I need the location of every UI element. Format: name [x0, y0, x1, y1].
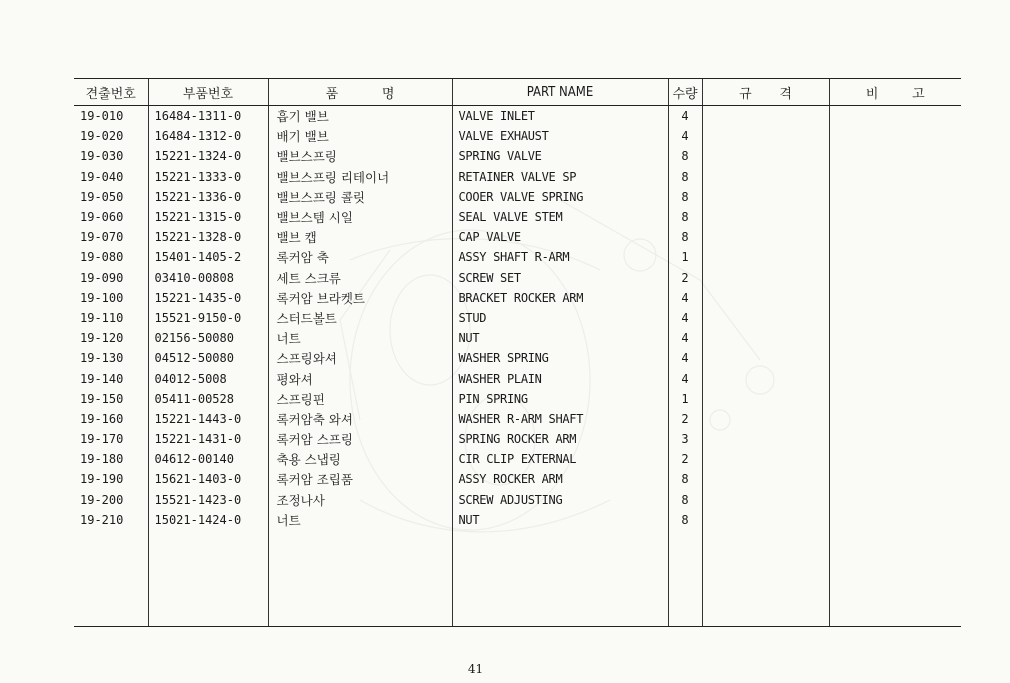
name-kr-cell: 록커암 축: [268, 247, 452, 267]
table-row: [74, 227, 961, 247]
table-header-row: [74, 79, 961, 106]
part-no-cell: 15221-1315-0: [148, 207, 268, 227]
parts-table: [74, 78, 961, 627]
ref-no-cell: 19-210: [80, 512, 124, 527]
remarks-cell: [829, 227, 961, 247]
part-no-cell: 15521-9150-0: [148, 308, 268, 328]
part-no-cell: 15221-1443-0: [148, 409, 268, 429]
ref-no-cell: 19-190: [80, 472, 124, 487]
table-row: [74, 187, 961, 207]
ref-no-cell: 19-200: [80, 492, 124, 507]
remarks-cell: [829, 288, 961, 308]
table-row: [74, 106, 961, 127]
name-kr-cell: 록커암 조립품: [268, 469, 452, 489]
page-number: 41: [467, 662, 484, 676]
name-kr-cell: 너트: [268, 328, 452, 348]
table-row: [74, 490, 961, 510]
name-kr-cell: 스프링와셔: [268, 348, 452, 368]
qty-cell: 4: [668, 368, 702, 388]
table-row: [74, 268, 961, 288]
name-kr-cell: 너트: [268, 510, 452, 530]
blank-cell: [668, 530, 702, 627]
remarks-cell: [829, 126, 961, 146]
header-name-kr: 품 명: [268, 79, 452, 106]
ref-no-cell: 19-050: [80, 189, 124, 204]
header-ref-no: 견출번호: [74, 79, 148, 106]
spec-cell: [702, 207, 829, 227]
spec-cell: [702, 348, 829, 368]
remarks-cell: [829, 409, 961, 429]
part-name-cell: SPRING ROCKER ARM: [452, 429, 668, 449]
name-kr-cell: 밸브 캡: [268, 227, 452, 247]
qty-cell: 8: [668, 227, 702, 247]
part-name-cell: WASHER R-ARM SHAFT: [452, 409, 668, 429]
name-kr-cell: 흡기 밸브: [268, 106, 452, 127]
part-no-cell: 15221-1324-0: [148, 146, 268, 166]
remarks-cell: [829, 348, 961, 368]
remarks-cell: [829, 247, 961, 267]
part-name-cell: WASHER PLAIN: [452, 368, 668, 388]
table-row: [74, 449, 961, 469]
name-kr-cell: 밸브스템 시일: [268, 207, 452, 227]
part-no-cell: 16484-1311-0: [148, 106, 268, 127]
table-row: [74, 207, 961, 227]
table-row: [74, 389, 961, 409]
table-row: [74, 510, 961, 530]
table-row: [74, 126, 961, 146]
part-name-cell: BRACKET ROCKER ARM: [452, 288, 668, 308]
qty-cell: 8: [668, 510, 702, 530]
qty-cell: 8: [668, 207, 702, 227]
table-row: [74, 167, 961, 187]
blank-cell: [452, 530, 668, 627]
spec-cell: [702, 268, 829, 288]
spec-cell: [702, 510, 829, 530]
qty-cell: 1: [668, 247, 702, 267]
remarks-cell: [829, 490, 961, 510]
part-name-cell: WASHER SPRING: [452, 348, 668, 368]
part-no-cell: 15221-1431-0: [148, 429, 268, 449]
part-no-cell: 15401-1405-2: [148, 247, 268, 267]
table-row: [74, 288, 961, 308]
ref-no-cell: 19-180: [80, 452, 124, 467]
parts-table-body: [74, 106, 961, 627]
remarks-cell: [829, 106, 961, 127]
ref-no-cell: 19-110: [80, 310, 124, 325]
part-name-cell: CAP VALVE: [452, 227, 668, 247]
ref-no-cell: 19-040: [80, 169, 124, 184]
remarks-cell: [829, 510, 961, 530]
blank-cell: [148, 530, 268, 627]
table-row: [74, 328, 961, 348]
part-name-cell: ASSY ROCKER ARM: [452, 469, 668, 489]
part-name-cell: NUT: [452, 328, 668, 348]
remarks-cell: [829, 328, 961, 348]
part-no-cell: 15521-1423-0: [148, 490, 268, 510]
name-kr-cell: 평와셔: [268, 368, 452, 388]
spec-cell: [702, 469, 829, 489]
spec-cell: [702, 308, 829, 328]
remarks-cell: [829, 389, 961, 409]
qty-cell: 4: [668, 308, 702, 328]
qty-cell: 4: [668, 348, 702, 368]
part-name-cell: SCREW ADJUSTING: [452, 490, 668, 510]
name-kr-cell: 록커암 브라켓트: [268, 288, 452, 308]
remarks-cell: [829, 449, 961, 469]
part-no-cell: 04612-00140: [148, 449, 268, 469]
name-kr-cell: 록커암 스프링: [268, 429, 452, 449]
spec-cell: [702, 368, 829, 388]
part-no-cell: 04512-50080: [148, 348, 268, 368]
spec-cell: [702, 126, 829, 146]
part-no-cell: 15221-1328-0: [148, 227, 268, 247]
part-name-cell: STUD: [452, 308, 668, 328]
blank-cell: [829, 530, 961, 627]
table-row: [74, 429, 961, 449]
remarks-cell: [829, 146, 961, 166]
spec-cell: [702, 389, 829, 409]
name-kr-cell: 스터드볼트: [268, 308, 452, 328]
qty-cell: 8: [668, 469, 702, 489]
remarks-cell: [829, 368, 961, 388]
ref-no-cell: 19-090: [80, 270, 124, 285]
qty-cell: 3: [668, 429, 702, 449]
spec-cell: [702, 247, 829, 267]
ref-no-cell: 19-170: [80, 432, 124, 447]
spec-cell: [702, 106, 829, 127]
spec-cell: [702, 409, 829, 429]
remarks-cell: [829, 167, 961, 187]
ref-no-cell: 19-140: [80, 371, 124, 386]
remarks-cell: [829, 469, 961, 489]
spec-cell: [702, 146, 829, 166]
part-name-cell: PIN SPRING: [452, 389, 668, 409]
table-row: [74, 368, 961, 388]
table-row: [74, 348, 961, 368]
part-name-cell: VALVE EXHAUST: [452, 126, 668, 146]
qty-cell: 4: [668, 288, 702, 308]
spec-cell: [702, 227, 829, 247]
spec-cell: [702, 490, 829, 510]
qty-cell: 4: [668, 126, 702, 146]
remarks-cell: [829, 429, 961, 449]
part-no-cell: 16484-1312-0: [148, 126, 268, 146]
table-row: [74, 146, 961, 166]
remarks-cell: [829, 187, 961, 207]
part-no-cell: 15221-1333-0: [148, 167, 268, 187]
ref-no-cell: 19-130: [80, 351, 124, 366]
table-row: [74, 308, 961, 328]
header-part-name: PART NAME: [452, 79, 668, 106]
ref-no-cell: 19-080: [80, 250, 124, 265]
part-no-cell: 05411-00528: [148, 389, 268, 409]
name-kr-cell: 세트 스크류: [268, 268, 452, 288]
part-name-cell: ASSY SHAFT R-ARM: [452, 247, 668, 267]
remarks-cell: [829, 268, 961, 288]
spec-cell: [702, 429, 829, 449]
table-blank-row: [74, 530, 961, 627]
spec-cell: [702, 449, 829, 469]
part-name-cell: SEAL VALVE STEM: [452, 207, 668, 227]
spec-cell: [702, 328, 829, 348]
qty-cell: 2: [668, 449, 702, 469]
ref-no-cell: 19-070: [80, 230, 124, 245]
name-kr-cell: 밸브스프링: [268, 146, 452, 166]
name-kr-cell: 밸브스프링 콜릿: [268, 187, 452, 207]
qty-cell: 2: [668, 409, 702, 429]
header-part-no: 부품번호: [148, 79, 268, 106]
ref-no-cell: 19-060: [80, 210, 124, 225]
part-name-cell: SCREW SET: [452, 268, 668, 288]
part-no-cell: 15621-1403-0: [148, 469, 268, 489]
ref-no-cell: 19-020: [80, 129, 124, 144]
header-qty: 수량: [668, 79, 702, 106]
ref-no-cell: 19-150: [80, 391, 124, 406]
part-no-cell: 15221-1435-0: [148, 288, 268, 308]
header-remarks: 비 고: [829, 79, 961, 106]
part-name-cell: RETAINER VALVE SP: [452, 167, 668, 187]
table-row: [74, 469, 961, 489]
ref-no-cell: 19-120: [80, 331, 124, 346]
part-no-cell: 04012-5008: [148, 368, 268, 388]
ref-no-cell: 19-160: [80, 411, 124, 426]
qty-cell: 2: [668, 268, 702, 288]
part-no-cell: 02156-50080: [148, 328, 268, 348]
remarks-cell: [829, 207, 961, 227]
part-name-cell: VALVE INLET: [452, 106, 668, 127]
qty-cell: 8: [668, 146, 702, 166]
qty-cell: 8: [668, 187, 702, 207]
spec-cell: [702, 288, 829, 308]
qty-cell: 1: [668, 389, 702, 409]
part-no-cell: 15221-1336-0: [148, 187, 268, 207]
name-kr-cell: 스프링핀: [268, 389, 452, 409]
blank-cell: [74, 530, 148, 627]
name-kr-cell: 배기 밸브: [268, 126, 452, 146]
part-name-cell: COOER VALVE SPRING: [452, 187, 668, 207]
part-no-cell: 15021-1424-0: [148, 510, 268, 530]
part-name-cell: CIR CLIP EXTERNAL: [452, 449, 668, 469]
qty-cell: 8: [668, 167, 702, 187]
remarks-cell: [829, 308, 961, 328]
qty-cell: 4: [668, 328, 702, 348]
table-row: [74, 247, 961, 267]
part-name-cell: SPRING VALVE: [452, 146, 668, 166]
spec-cell: [702, 167, 829, 187]
ref-no-cell: 19-010: [80, 109, 124, 124]
qty-cell: 8: [668, 490, 702, 510]
name-kr-cell: 조정나사: [268, 490, 452, 510]
name-kr-cell: 축용 스냅링: [268, 449, 452, 469]
blank-cell: [702, 530, 829, 627]
name-kr-cell: 록커암축 와셔: [268, 409, 452, 429]
name-kr-cell: 밸브스프링 리테이너: [268, 167, 452, 187]
qty-cell: 4: [668, 106, 702, 127]
part-name-cell: NUT: [452, 510, 668, 530]
ref-no-cell: 19-100: [80, 290, 124, 305]
part-no-cell: 03410-00808: [148, 268, 268, 288]
header-spec: 규 격: [702, 79, 829, 106]
ref-no-cell: 19-030: [80, 149, 124, 164]
spec-cell: [702, 187, 829, 207]
blank-cell: [268, 530, 452, 627]
table-row: [74, 409, 961, 429]
